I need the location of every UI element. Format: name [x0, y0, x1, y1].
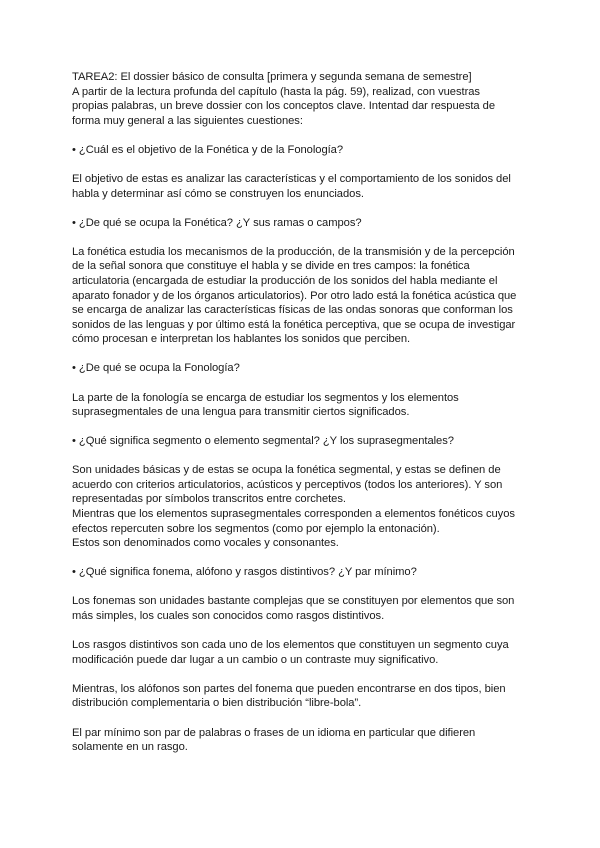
question-5: • ¿Qué significa fonema, alófono y rasgos distintivos? ¿Y par mínimo?: [72, 566, 417, 579]
answer-2: La fonética estudia los mecanismos de la producción, de la transmisión y de la percepción de la señal sonora que constituye el habla y se divide en tres campos: la fonética articulatoria (encargada de estudiar la producción de los sonidos del habla mediante el aparato fonador y de los órganos articulatorios). Por otro lado está la fonética acústica que se encarga de analizar las características físicas de las ondas sonoras que conforman los sonidos de las lenguas y por último está la fonética perceptiva, que se ocupa de investigar cómo procesan e interpretan los hablantes los sonidos que perciben.: [72, 245, 517, 346]
answer-5-par-minimo: El par mínimo son par de palabras o frases de un idioma en particular que difieren solamente en un rasgo.: [72, 726, 476, 754]
document-page: [72, 70, 532, 755]
question-1: • ¿Cuál es el objetivo de la Fonética y de la Fonología?: [72, 143, 344, 156]
task-intro: A partir de la lectura profunda del capítulo (hasta la pág. 59), realizad, con vuestras propias palabras, un breve dossier con los conceptos clave. Intentad dar respuesta de forma muy general a las siguientes cuestiones:: [72, 85, 496, 127]
question-2: • ¿De qué se ocupa la Fonética? ¿Y sus ramas o campos?: [72, 216, 362, 229]
question-3: • ¿De qué se ocupa la Fonología?: [72, 362, 240, 375]
answer-5-rasgos: Los rasgos distintivos son cada uno de los elementos que constituyen un segmento cuya modificación puede dar lugar a un cambio o un contraste muy significativo.: [72, 639, 509, 666]
task-title: TAREA2: El dossier básico de consulta [primera y segunda semana de semestre]: [72, 71, 472, 83]
question-4: • ¿Qué significa segmento o elemento segmental? ¿Y los suprasegmentales?: [72, 435, 454, 448]
answer-5-alofonos: Mientras, los alófonos son partes del fonema que pueden encontrarse en dos tipos, bien distribución complementaria o bien distribución “libre-bola”.: [72, 682, 506, 710]
answer-5-fonemas: Los fonemas son unidades bastante complejas que se constituyen por elementos que son más simples, los cuales son conocidos como rasgos distintivos.: [72, 595, 515, 623]
answer-1: El objetivo de estas es analizar las características y el comportamiento de los sonidos del habla y determinar así cómo se construyen los enunciados.: [72, 172, 511, 200]
answer-3: La parte de la fonología se encarga de estudiar los segmentos y los elementos suprasegmentales de una lengua para transmitir ciertos significados.: [72, 391, 459, 419]
answer-4: Son unidades básicas y de estas se ocupa la fonética segmental, y estas se definen de acuerdo con criterios articulatorios, acústicos y perceptivos (todos los anteriores). Y son representadas por símbolos transcritos entre corchetes. Mientras que los elementos suprasegmentales corresponden a elementos fonéticos cuyos efectos repercuten sobre los segmentos (como por ejemplo la entonación). Estos son denominados como vocales y consonantes.: [72, 464, 515, 550]
